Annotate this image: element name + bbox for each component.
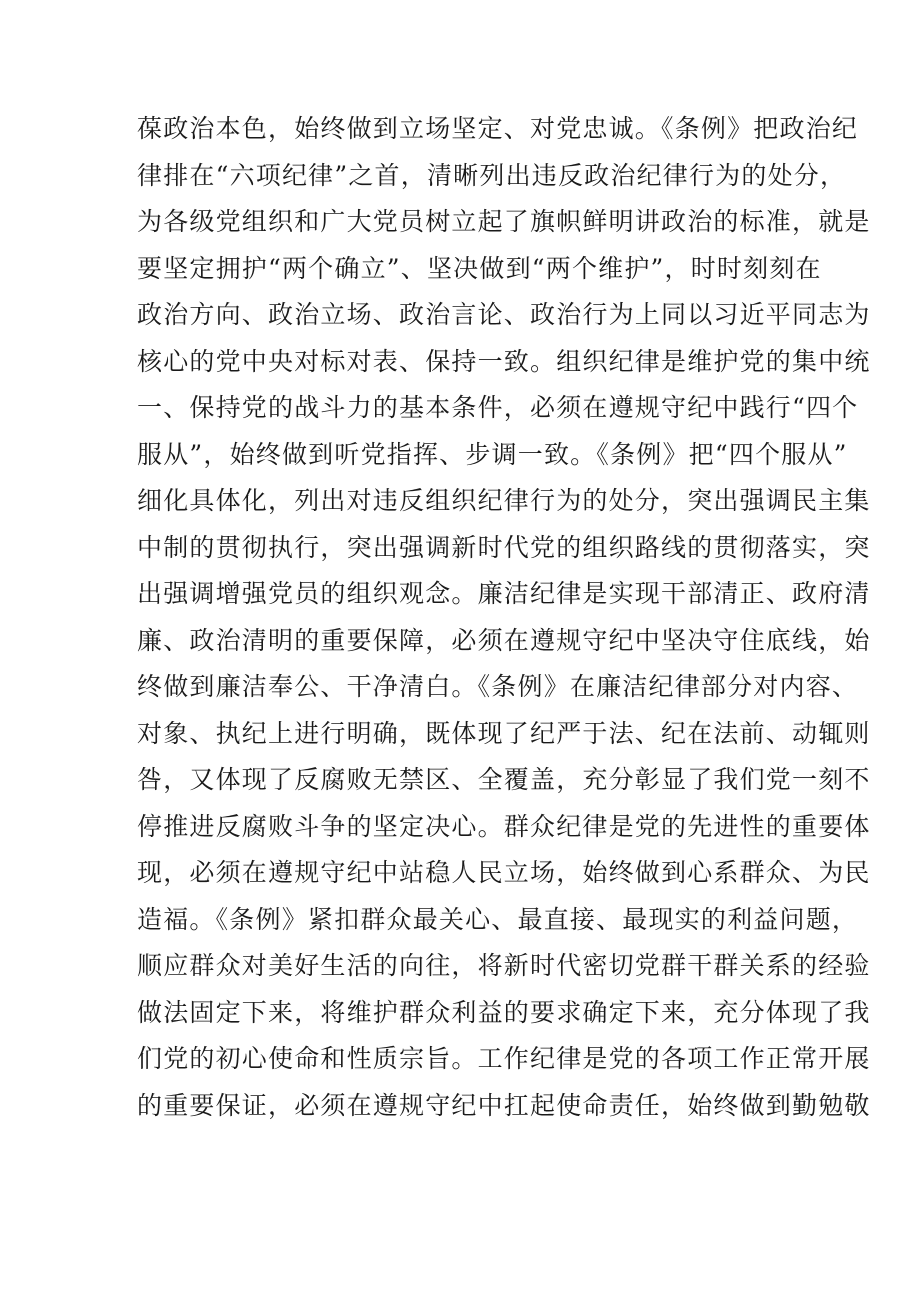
text-line: 核心的党中央对标对表、保持一致。组织纪律是维护党的集中统 xyxy=(137,346,871,376)
text-line: 律排在“六项纪律”之首，清晰列出违反政治纪律行为的处分， xyxy=(137,160,847,190)
text-line: 服从”，始终做到听党指挥、步调一致。《条例》把“四个服从” xyxy=(137,439,848,469)
text-line: 现，必须在遵规守纪中站稳人民立场，始终做到心系群众、为民 xyxy=(137,858,871,887)
text-line: 中制的贯彻执行，突出强调新时代党的组织路线的贯彻落实，突 xyxy=(137,532,871,562)
body-text xyxy=(137,106,871,1129)
text-line: 造福。《条例》紧扣群众最关心、最直接、最现实的利益问题， xyxy=(137,904,859,934)
text-line: 们党的初心使命和性质宗旨。工作纪律是党的各项工作正常开展 xyxy=(137,1044,871,1073)
text-line: 对象、执纪上进行明确，既体现了纪严于法、纪在法前、动辄则 xyxy=(137,718,871,748)
text-line: 细化具体化，列出对违反组织纪律行为的处分，突出强调民主集 xyxy=(137,486,871,515)
text-line: 葆政治本色，始终做到立场坚定、对党忠诚。《条例》把政治纪 xyxy=(137,114,859,143)
text-line: 咎，又体现了反腐败无禁区、全覆盖，充分彰显了我们党一刻不 xyxy=(137,765,871,794)
text-line: 停推进反腐败斗争的坚定决心。群众纪律是党的先进性的重要体 xyxy=(137,811,871,841)
text-line: 为各级党组织和广大党员树立起了旗帜鲜明讲政治的标准，就是 xyxy=(137,207,871,236)
text-line: 终做到廉洁奉公、干净清白。《条例》在廉洁纪律部分对内容、 xyxy=(137,672,859,701)
text-line: 政治方向、政治立场、政治言论、政治行为上同以习近平同志为 xyxy=(137,300,871,329)
text-line: 做法固定下来，将维护群众利益的要求确定下来，充分体现了我 xyxy=(137,997,871,1027)
text-line: 的重要保证，必须在遵规守纪中扛起使命责任，始终做到勤勉敬 xyxy=(137,1090,871,1120)
text-line: 要坚定拥护“两个确立”、坚决做到“两个维护”，时时刻刻在 xyxy=(137,253,822,283)
text-line: 一、保持党的战斗力的基本条件，必须在遵规守纪中践行“四个 xyxy=(137,393,859,422)
text-line: 顺应群众对美好生活的向往，将新时代密切党群干群关系的经验 xyxy=(137,951,871,980)
text-line: 廉、政治清明的重要保障，必须在遵规守纪中坚决守住底线，始 xyxy=(137,625,871,655)
text-line: 出强调增强党员的组织观念。廉洁纪律是实现干部清正、政府清 xyxy=(137,579,871,608)
